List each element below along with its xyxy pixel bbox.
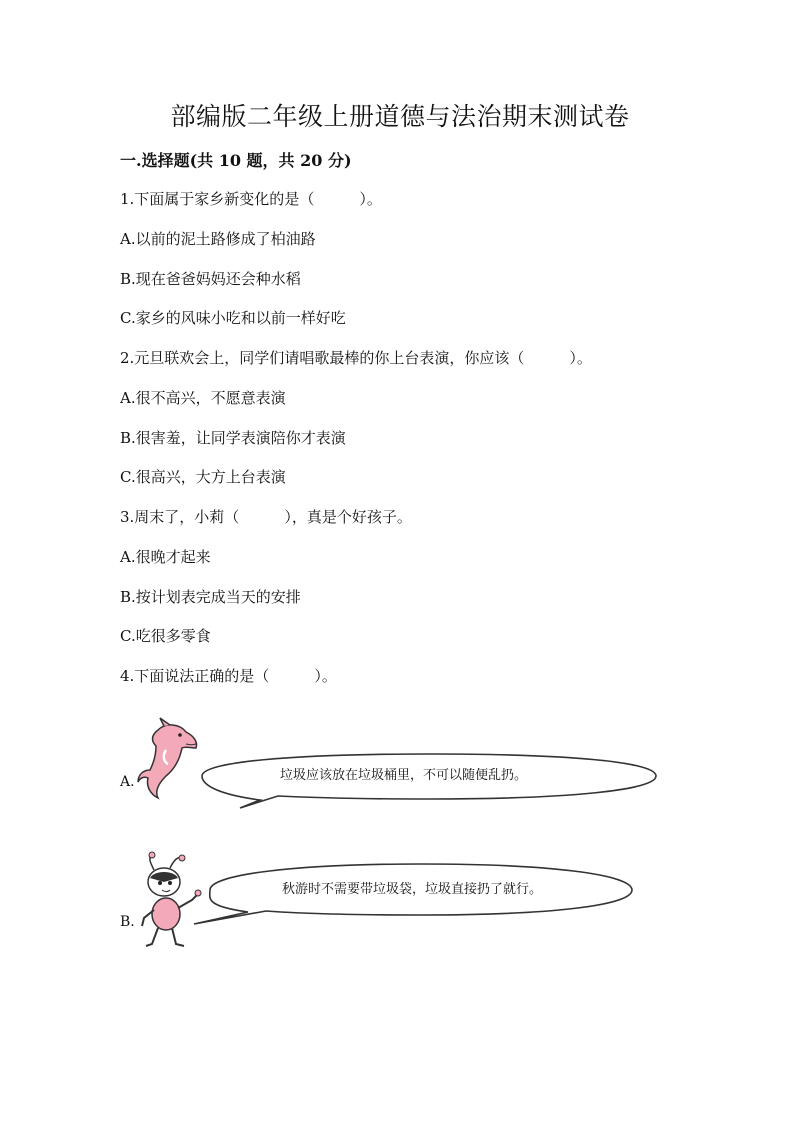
question-2-option-b: B.很害羞，让同学表演陪你才表演 (120, 429, 346, 447)
question-1-option-c: C.家乡的风味小吃和以前一样好吃 (120, 309, 346, 327)
question-3-option-c: C.吃很多零食 (120, 627, 211, 645)
dolphin-icon (136, 718, 206, 803)
question-2-option-a: A.很不高兴，不愿意表演 (120, 389, 286, 407)
question-1-option-a: A.以前的泥土路修成了柏油路 (120, 230, 316, 248)
question-4-stem: 4.下面说法正确的是（ ）。 (120, 667, 337, 685)
picture-option-b-label: B. (120, 914, 135, 930)
section-heading: 一.选择题(共 10 题，共 20 分) (120, 151, 352, 170)
picture-option-a-label: A. (120, 774, 135, 790)
question-2-option-c: C.很高兴，大方上台表演 (120, 468, 286, 486)
question-3-stem: 3.周末了，小莉（ ），真是个好孩子。 (120, 508, 412, 526)
speech-bubble-a-text: 垃圾应该放在垃圾桶里，不可以随便乱扔。 (280, 768, 528, 783)
question-3-option-a: A.很晚才起来 (120, 548, 211, 566)
question-1-option-b: B.现在爸爸妈妈还会种水稻 (120, 270, 301, 288)
speech-bubble-b-text: 秋游时不需要带垃圾袋，垃圾直接扔了就行。 (282, 882, 543, 897)
page-title: 部编版二年级上册道德与法治期末测试卷 (170, 102, 630, 131)
question-3-option-b: B.按计划表完成当天的安排 (120, 588, 301, 606)
question-2-stem: 2.元旦联欢会上，同学们请唱歌最棒的你上台表演，你应该（ ）。 (120, 349, 592, 367)
question-1-stem: 1.下面属于家乡新变化的是（ ）。 (120, 190, 382, 208)
